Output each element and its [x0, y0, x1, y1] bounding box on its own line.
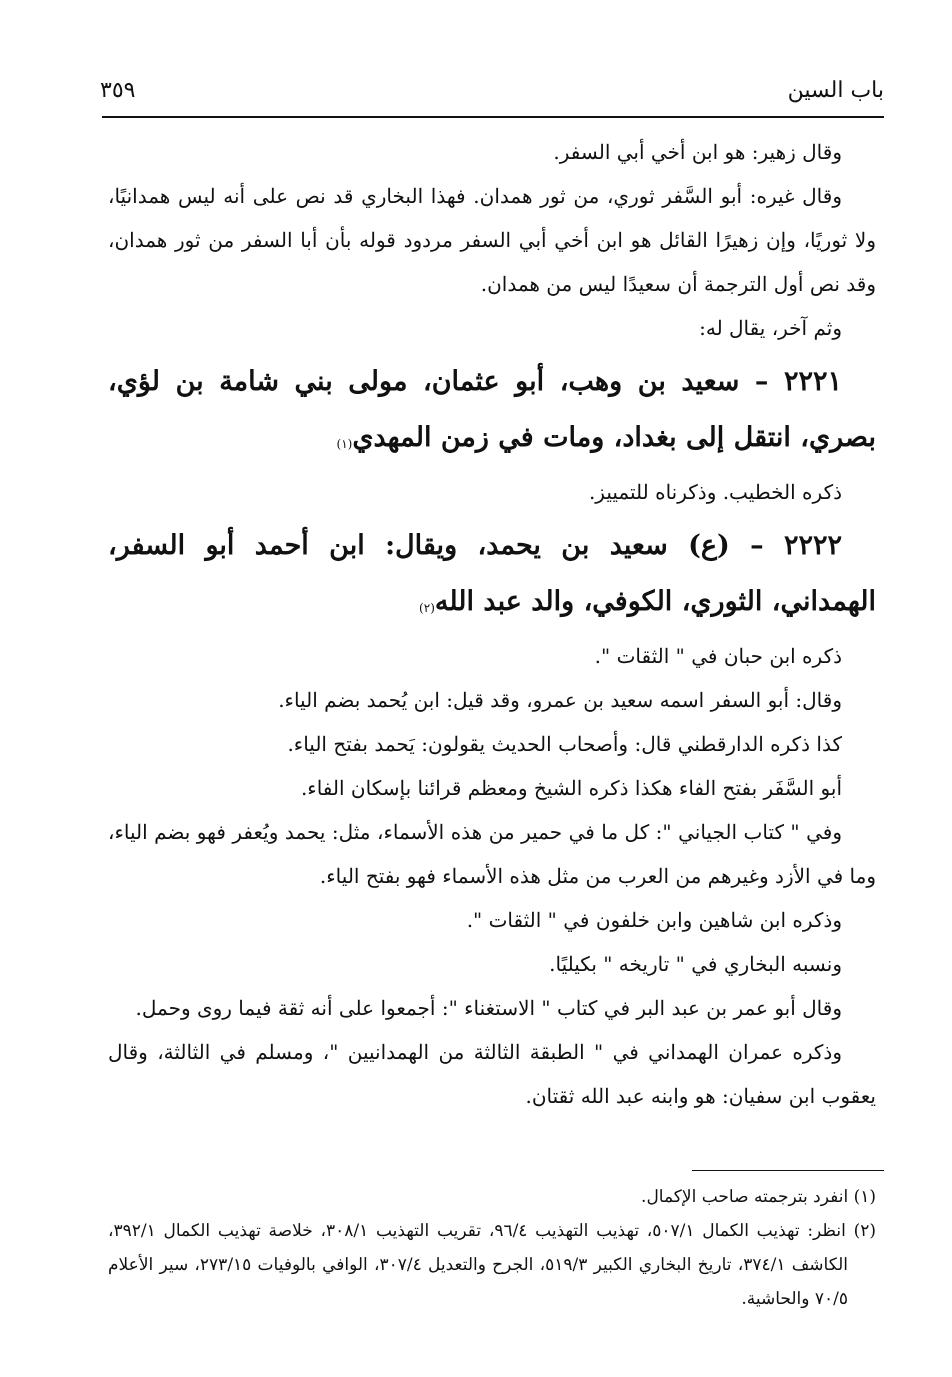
footnote-1: (١) انفرد بترجمته صاحب الإكمال. [641, 1187, 876, 1207]
entry-text: ٢٢٢٢ – (ع) سعيد بن يحمد، ويقال: ابن أحمد أبو السفر، الهمداني، الثوري، الكوفي، والد عبد الله [108, 530, 876, 617]
header-rule [102, 116, 884, 118]
main-text [108, 130, 876, 1118]
paragraph: ونسبه البخاري في " تاريخه " بكيليًا. [549, 952, 842, 976]
footnotes [108, 1180, 876, 1316]
paragraph: ذكره الخطيب. وذكرناه للتمييز. [588, 480, 842, 504]
footnote-mark: (٢) [419, 601, 435, 615]
paragraph: وقال أبو عمر بن عبد البر في كتاب " الاستغناء ": أجمعوا على أنه ثقة فيما روى وحمل. [135, 996, 842, 1020]
entry-heading-2222 [108, 518, 876, 630]
paragraph: وثم آخر، يقال له: [699, 316, 842, 340]
paragraph: وذكره ابن شاهين وابن خلفون في " الثقات ". [466, 908, 842, 932]
page-header [100, 78, 884, 114]
entry-text: ٢٢٢١ – سعيد بن وهب، أبو عثمان، مولى بني شامة بن لؤي، بصري، انتقل إلى بغداد، ومات في زمن المهدي [108, 366, 876, 453]
paragraph: كذا ذكره الدارقطني قال: وأصحاب الحديث يقولون: يَحمد بفتح الياء. [287, 732, 842, 756]
paragraph: أبو السَّفَر بفتح الفاء هكذا ذكره الشيخ ومعظم قرائنا بإسكان الفاء. [300, 776, 842, 800]
entry-heading-2221 [108, 354, 876, 466]
page-number: ٣٥٩ [100, 78, 136, 103]
footnote-2: (٢) انظر: تهذيب الكمال ٥٠٧/١، تهذيب التهذيب ٩٦/٤، تقريب التهذيب ٣٠٨/١، خلاصة تهذيب الكمال ٣٩٢/١، الكاشف ٣٧٤/١، تاريخ البخاري الكبير ٥١٩/٣، الجرح والتعديل ٣٠٧/٤، الوافي بالوفيات ٢٧٣/١٥، سير الأعلام ٧٠/٥ والحاشية. [108, 1221, 876, 1309]
paragraph: وقال: أبو السفر اسمه سعيد بن عمرو، وقد قيل: ابن يُحمد بضم الياء. [278, 688, 842, 712]
paragraph: ذكره ابن حبان في " الثقات ". [594, 644, 842, 668]
footnote-rule [692, 1170, 884, 1171]
paragraph: وقال غيره: أبو السَّفر ثوري، من ثور همدان. فهذا البخاري قد نص على أنه ليس همدانيًا، ولا ثوريًا، وإن زهيرًا القائل هو ابن أخي أبي السفر مردود قوله بأن أبا السفر من ثور همدان، وقد نص أول الترجمة أن سعيدًا ليس من همدان. [108, 184, 876, 296]
paragraph: وفي " كتاب الجياني ": كل ما في حمير من هذه الأسماء، مثل: يحمد ويُعفر فهو بضم الياء، وما في الأزد وغيرهم من العرب من مثل هذه الأسماء فهو بفتح الياء. [108, 820, 876, 888]
paragraph: وقال زهير: هو ابن أخي أبي السفر. [553, 140, 842, 164]
paragraph: وذكره عمران الهمداني في " الطبقة الثالثة من الهمدانيين "، ومسلم في الثالثة، وقال يعقوب ابن سفيان: هو وابنه عبد الله ثقتان. [108, 1040, 876, 1108]
footnote-mark: (١) [336, 437, 353, 451]
chapter-title: باب السين [787, 78, 884, 103]
